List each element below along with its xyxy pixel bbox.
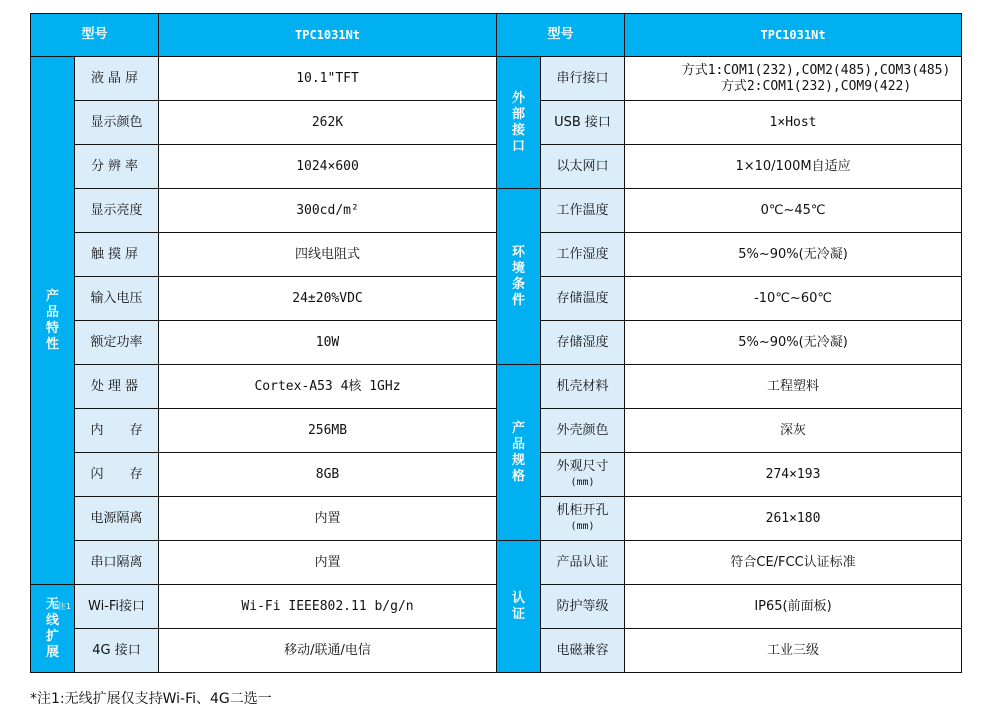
row-label: 输入电压 [75, 277, 159, 321]
row-label: 机柜开孔 [556, 502, 609, 518]
table-row [31, 277, 962, 321]
row-label: 产品认证 [541, 541, 625, 585]
row-label-unit: (mm) [570, 520, 595, 532]
row-value: 1×Host [625, 101, 962, 145]
table-row [31, 233, 962, 277]
model-value-right: TPC1031Nt [625, 14, 962, 57]
spec-table [30, 13, 962, 673]
row-label: 额定功率 [75, 321, 159, 365]
row-label: 工作湿度 [541, 233, 625, 277]
row-label: 串行接口 [541, 57, 625, 101]
table-row [31, 453, 962, 497]
table-row [31, 189, 962, 233]
table-row [31, 497, 962, 541]
table-row [31, 321, 962, 365]
row-label: 处理器 [75, 365, 159, 409]
row-value: 10.1"TFT [159, 57, 497, 101]
table-row [31, 541, 962, 585]
row-label: 存储温度 [541, 277, 625, 321]
row-label: 以太网口 [541, 145, 625, 189]
row-value: Wi-Fi IEEE802.11 b/g/n [159, 585, 497, 629]
footnote: *注1:无线扩展仅支持Wi-Fi、4G二选一 [30, 691, 272, 707]
row-label: 内 存 [75, 409, 159, 453]
row-value: 10W [159, 321, 497, 365]
row-value: 四线电阻式 [159, 233, 497, 277]
row-value: 工程塑料 [625, 365, 962, 409]
table-row [31, 629, 962, 673]
row-label-unit: (mm) [570, 476, 595, 488]
row-value: 1×10/100M自适应 [625, 145, 962, 189]
row-label: 外壳颜色 [541, 409, 625, 453]
wireless-note-mark: *注1 [53, 601, 71, 611]
row-value: Cortex-A53 4核 1GHz [159, 365, 497, 409]
row-value: 24±20%VDC [159, 277, 497, 321]
row-label: 显示颜色 [75, 101, 159, 145]
row-label: USB 接口 [541, 101, 625, 145]
row-value: 5%~90%(无冷凝) [625, 321, 962, 365]
row-value: 274×193 [625, 453, 962, 497]
group-product-features: 产品特性 [31, 57, 75, 585]
row-label: 电磁兼容 [541, 629, 625, 673]
row-label-with-unit [541, 453, 625, 497]
table-row [31, 365, 962, 409]
group-product-spec: 产品规格 [497, 365, 541, 541]
row-label: 外观尺寸 [556, 458, 609, 474]
row-label: 机壳材料 [541, 365, 625, 409]
table-row [31, 101, 962, 145]
row-label: 存储湿度 [541, 321, 625, 365]
table-row [31, 145, 962, 189]
row-label-with-unit [541, 497, 625, 541]
model-label-right: 型号 [497, 14, 625, 57]
serial-mode-1: 方式1:COM1(232),COM2(485),COM3(485) [681, 62, 951, 78]
row-value: 符合CE/FCC认证标准 [625, 541, 962, 585]
row-label: 防护等级 [541, 585, 625, 629]
serial-port-value [625, 57, 962, 101]
row-value: 256MB [159, 409, 497, 453]
group-environment: 环境条件 [497, 189, 541, 365]
row-label: 4G 接口 [75, 629, 159, 673]
row-label: 电源隔离 [75, 497, 159, 541]
row-value: 内置 [159, 497, 497, 541]
row-value: 移动/联通/电信 [159, 629, 497, 673]
row-value: 261×180 [625, 497, 962, 541]
row-label: 闪 存 [75, 453, 159, 497]
row-label: 分辨率 [75, 145, 159, 189]
table-row [31, 409, 962, 453]
row-value: 工业三级 [625, 629, 962, 673]
header-row [31, 14, 962, 57]
row-value: -10℃~60℃ [625, 277, 962, 321]
row-label: 串口隔离 [75, 541, 159, 585]
table-row [31, 57, 962, 101]
row-label: 液晶屏 [75, 57, 159, 101]
row-value: 5%~90%(无冷凝) [625, 233, 962, 277]
row-label: 触摸屏 [75, 233, 159, 277]
row-value: 深灰 [625, 409, 962, 453]
row-label: 工作温度 [541, 189, 625, 233]
group-certification: 认证 [497, 541, 541, 673]
group-external-ports: 外部接口 [497, 57, 541, 189]
row-value: 0℃~45℃ [625, 189, 962, 233]
row-value: 内置 [159, 541, 497, 585]
model-label-left: 型号 [31, 14, 159, 57]
row-value: 300cd/m² [159, 189, 497, 233]
row-value: 1024×600 [159, 145, 497, 189]
table-row [31, 585, 962, 629]
row-value: 262K [159, 101, 497, 145]
row-value: 8GB [159, 453, 497, 497]
row-value: IP65(前面板) [625, 585, 962, 629]
model-value-left: TPC1031Nt [159, 14, 497, 57]
group-wireless: *注1 无线扩展 [31, 585, 75, 673]
row-label: 显示亮度 [75, 189, 159, 233]
serial-mode-2: 方式2:COM1(232),COM9(422) [720, 78, 912, 94]
row-label: Wi-Fi接口 [75, 585, 159, 629]
